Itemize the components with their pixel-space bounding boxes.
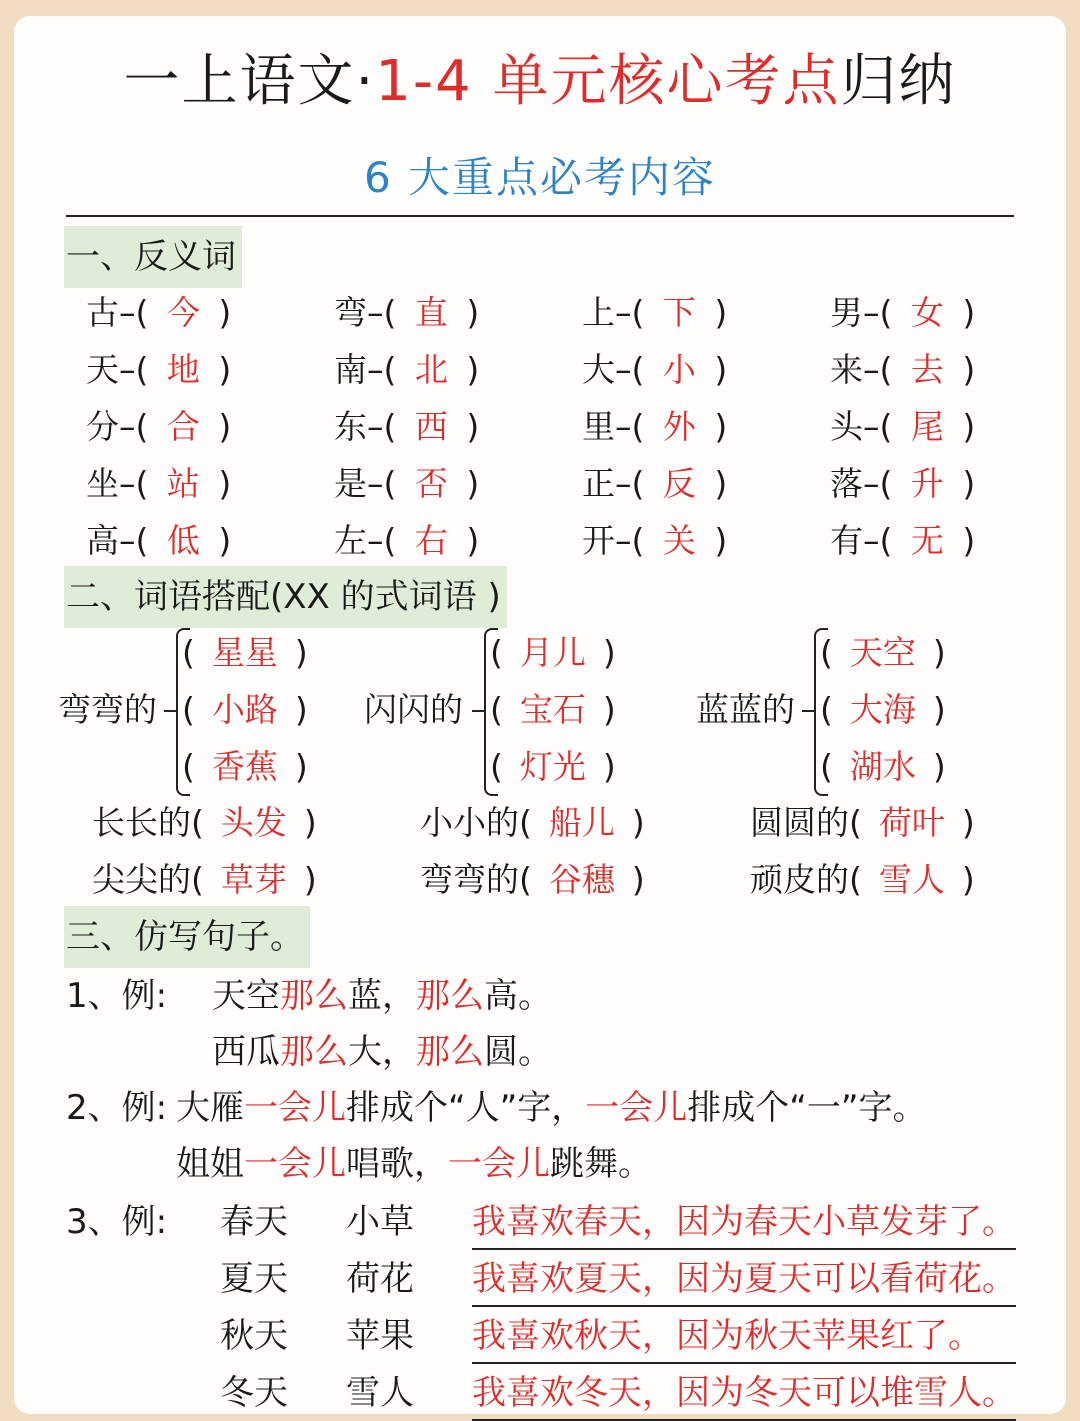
collocation-pair: 弯弯的( 谷穗 ) bbox=[420, 855, 645, 905]
section-heading-antonyms: 一、反义词 bbox=[64, 226, 242, 288]
collocation-pair: 圆圆的( 荷叶 ) bbox=[750, 798, 975, 848]
collocation-noun: 雪人 bbox=[878, 860, 945, 899]
collocation-answer: 大海 bbox=[849, 690, 916, 729]
collocation-answer-row: ( 星星 ) bbox=[182, 628, 308, 678]
title-prefix: 一上语文· bbox=[123, 49, 376, 114]
sentence-answer: 我喜欢秋天，因为秋天苹果红了。 bbox=[472, 1310, 1016, 1364]
collocation-group-label: 蓝蓝的 bbox=[696, 690, 795, 729]
antonym-pair: 天–( 地 ) bbox=[86, 345, 346, 395]
collocation-answer-row: ( 宝石 ) bbox=[490, 685, 616, 735]
antonym-answer: 站 bbox=[166, 464, 200, 503]
antonym-word: 大 bbox=[582, 350, 615, 389]
collocation-pair: 长长的( 头发 ) bbox=[92, 798, 317, 848]
antonym-answer: 女 bbox=[910, 293, 944, 332]
example-2-line-2: 姐姐一会儿唱歌，一会儿跳舞。 bbox=[176, 1144, 652, 1184]
collocation-group-label: 闪闪的 bbox=[364, 690, 463, 729]
antonym-pair: 高–( 低 ) bbox=[86, 516, 346, 566]
collocation-group-label: 弯弯的 bbox=[58, 690, 157, 729]
example-2-line-1: 大雁一会儿排成个“人”字，一会儿排成个“一”字。 bbox=[176, 1088, 927, 1128]
antonym-answer: 北 bbox=[414, 350, 448, 389]
antonym-pair: 左–( 右 ) bbox=[334, 516, 594, 566]
season-word: 春天 bbox=[220, 1202, 288, 1242]
antonym-answer: 低 bbox=[166, 521, 200, 560]
antonym-answer: 关 bbox=[662, 521, 696, 560]
antonym-pair: 正–( 反 ) bbox=[582, 459, 842, 509]
antonym-pair: 古–( 今 ) bbox=[86, 288, 346, 338]
antonym-word: 南 bbox=[334, 350, 367, 389]
collocation-answer: 天空 bbox=[849, 633, 916, 672]
antonym-answer: 西 bbox=[414, 407, 448, 446]
antonym-word: 里 bbox=[582, 407, 615, 446]
season-object-word: 雪人 bbox=[346, 1373, 414, 1413]
antonym-pair: 上–( 下 ) bbox=[582, 288, 842, 338]
collocation-modifier: 长长的 bbox=[92, 803, 191, 842]
collocation-answer-row: ( 小路 ) bbox=[182, 685, 308, 735]
brace-tick bbox=[472, 710, 484, 712]
sentence-answer: 我喜欢冬天，因为冬天可以堆雪人。 bbox=[472, 1367, 1016, 1421]
antonym-word: 开 bbox=[582, 521, 615, 560]
antonym-answer: 小 bbox=[662, 350, 696, 389]
brace-tick bbox=[802, 710, 814, 712]
antonym-word: 是 bbox=[334, 464, 367, 503]
antonym-answer: 下 bbox=[662, 293, 696, 332]
section-heading-sentences: 三、仿写句子。 bbox=[64, 906, 310, 968]
antonym-answer: 地 bbox=[166, 350, 200, 389]
collocation-answer: 月儿 bbox=[519, 633, 586, 672]
antonym-answer: 合 bbox=[166, 407, 200, 446]
season-object-word: 小草 bbox=[346, 1202, 414, 1242]
antonym-pair: 来–( 去 ) bbox=[830, 345, 1080, 395]
example-1-line-1: 天空那么蓝，那么高。 bbox=[212, 976, 552, 1016]
example-1-label: 1、例: bbox=[66, 976, 168, 1016]
page-subtitle: 6 大重点必考内容 bbox=[363, 153, 717, 202]
collocation-modifier: 尖尖的 bbox=[92, 860, 191, 899]
collocation-modifier: 小小的 bbox=[420, 803, 519, 842]
season-object-word: 苹果 bbox=[346, 1316, 414, 1356]
title-divider bbox=[66, 215, 1014, 217]
example-2-label: 2、例: bbox=[66, 1088, 168, 1128]
collocation-answer: 灯光 bbox=[519, 747, 586, 786]
antonym-word: 男 bbox=[830, 293, 863, 332]
collocation-answer: 小路 bbox=[211, 690, 278, 729]
antonym-pair: 头–( 尾 ) bbox=[830, 402, 1080, 452]
collocation-pair: 小小的( 船儿 ) bbox=[420, 798, 645, 848]
collocation-answer-row: ( 天空 ) bbox=[820, 628, 946, 678]
season-word: 夏天 bbox=[220, 1259, 288, 1299]
collocation-answer: 星星 bbox=[211, 633, 278, 672]
antonym-answer: 外 bbox=[662, 407, 696, 446]
title-highlight: 1-4 单元核心考点 bbox=[375, 49, 841, 114]
brace-tick bbox=[164, 710, 176, 712]
antonym-answer: 今 bbox=[166, 293, 200, 332]
antonym-pair: 落–( 升 ) bbox=[830, 459, 1080, 509]
antonym-pair: 开–( 关 ) bbox=[582, 516, 842, 566]
season-word: 冬天 bbox=[220, 1373, 288, 1413]
antonym-word: 来 bbox=[830, 350, 863, 389]
antonym-word: 天 bbox=[86, 350, 119, 389]
antonym-answer: 尾 bbox=[910, 407, 944, 446]
antonym-pair: 男–( 女 ) bbox=[830, 288, 1080, 338]
page-title bbox=[0, 46, 1080, 118]
collocation-modifier: 弯弯的 bbox=[420, 860, 519, 899]
antonym-pair: 大–( 小 ) bbox=[582, 345, 842, 395]
collocation-noun: 头发 bbox=[220, 803, 287, 842]
example-3-label: 3、例: bbox=[66, 1202, 168, 1242]
season-word: 秋天 bbox=[220, 1316, 288, 1356]
sentence-answer: 我喜欢春天，因为春天小草发芽了。 bbox=[472, 1196, 1016, 1250]
antonym-answer: 否 bbox=[414, 464, 448, 503]
collocation-answer-row: ( 月儿 ) bbox=[490, 628, 616, 678]
antonym-word: 东 bbox=[334, 407, 367, 446]
collocation-modifier: 顽皮的 bbox=[750, 860, 849, 899]
antonym-answer: 反 bbox=[662, 464, 696, 503]
collocation-noun: 谷穗 bbox=[548, 860, 615, 899]
antonym-answer: 右 bbox=[414, 521, 448, 560]
antonym-word: 古 bbox=[86, 293, 119, 332]
season-object-word: 荷花 bbox=[346, 1259, 414, 1299]
collocation-answer-row: ( 湖水 ) bbox=[820, 742, 946, 792]
antonym-pair: 弯–( 直 ) bbox=[334, 288, 594, 338]
collocation-answer-row: ( 大海 ) bbox=[820, 685, 946, 735]
antonym-pair: 坐–( 站 ) bbox=[86, 459, 346, 509]
antonym-word: 坐 bbox=[86, 464, 119, 503]
antonym-word: 正 bbox=[582, 464, 615, 503]
collocation-pair: 尖尖的( 草芽 ) bbox=[92, 855, 317, 905]
antonym-word: 分 bbox=[86, 407, 119, 446]
collocation-answer-row: ( 灯光 ) bbox=[490, 742, 616, 792]
antonym-answer: 无 bbox=[910, 521, 944, 560]
antonym-word: 弯 bbox=[334, 293, 367, 332]
collocation-answer: 宝石 bbox=[519, 690, 586, 729]
collocation-noun: 荷叶 bbox=[878, 803, 945, 842]
antonym-word: 头 bbox=[830, 407, 863, 446]
antonym-word: 落 bbox=[830, 464, 863, 503]
antonym-pair: 南–( 北 ) bbox=[334, 345, 594, 395]
antonym-pair: 里–( 外 ) bbox=[582, 402, 842, 452]
section-heading-collocations: 二、词语搭配(XX 的式词语 ) bbox=[64, 566, 507, 628]
collocation-noun: 船儿 bbox=[548, 803, 615, 842]
antonym-answer: 去 bbox=[910, 350, 944, 389]
antonym-word: 高 bbox=[86, 521, 119, 560]
antonym-pair: 分–( 合 ) bbox=[86, 402, 346, 452]
antonym-word: 有 bbox=[830, 521, 863, 560]
collocation-answer: 湖水 bbox=[849, 747, 916, 786]
antonym-pair: 有–( 无 ) bbox=[830, 516, 1080, 566]
antonym-pair: 东–( 西 ) bbox=[334, 402, 594, 452]
antonym-word: 上 bbox=[582, 293, 615, 332]
antonym-word: 左 bbox=[334, 521, 367, 560]
antonym-answer: 直 bbox=[414, 293, 448, 332]
collocation-pair: 顽皮的( 雪人 ) bbox=[750, 855, 975, 905]
title-suffix: 归纳 bbox=[840, 49, 957, 114]
example-1-line-2: 西瓜那么大，那么圆。 bbox=[212, 1032, 552, 1072]
antonym-pair: 是–( 否 ) bbox=[334, 459, 594, 509]
sentence-answer: 我喜欢夏天，因为夏天可以看荷花。 bbox=[472, 1253, 1016, 1307]
collocation-answer-row: ( 香蕉 ) bbox=[182, 742, 308, 792]
collocation-noun: 草芽 bbox=[220, 860, 287, 899]
antonym-answer: 升 bbox=[910, 464, 944, 503]
collocation-answer: 香蕉 bbox=[211, 747, 278, 786]
collocation-modifier: 圆圆的 bbox=[750, 803, 849, 842]
